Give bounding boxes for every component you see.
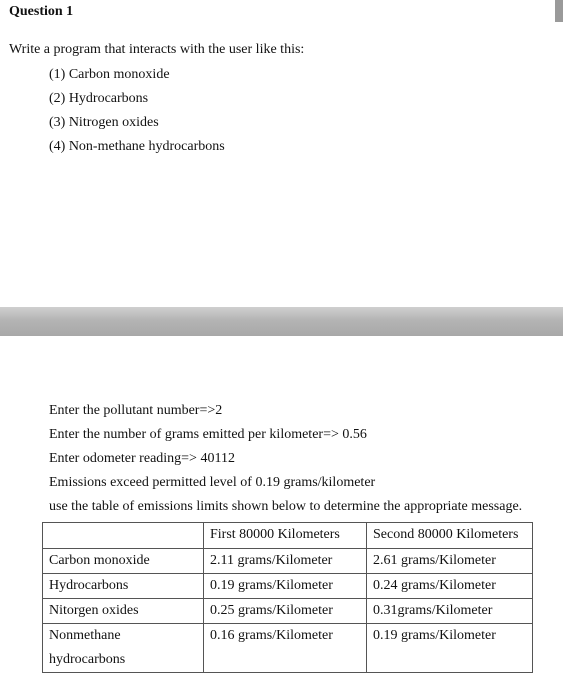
second-limit-cell: 0.24 grams/Kilometer bbox=[367, 574, 533, 599]
table-instruction: use the table of emissions limits shown below to determine the appropriate message. bbox=[49, 499, 523, 514]
odometer-prompt: Enter odometer reading=> 40112 bbox=[49, 451, 235, 466]
pollutant-cell: Nitorgen oxides bbox=[43, 599, 204, 624]
emissions-limits-table bbox=[42, 522, 533, 673]
second-limit-cell: 0.19 grams/Kilometer bbox=[367, 624, 533, 673]
pollutant-cell: Carbon monoxide bbox=[43, 549, 204, 574]
grams-emitted-prompt: Enter the number of grams emitted per kilometer=> 0.56 bbox=[49, 427, 367, 442]
table-row bbox=[43, 549, 533, 574]
menu-item-hydrocarbons: (2) Hydrocarbons bbox=[49, 91, 149, 106]
pollutant-number-prompt: Enter the pollutant number=>2 bbox=[49, 403, 223, 418]
scrollbar-thumb[interactable] bbox=[555, 0, 563, 22]
table-row bbox=[43, 624, 533, 673]
pollutant-name-line-1: Nonmethane bbox=[49, 628, 121, 643]
menu-item-carbon-monoxide: (1) Carbon monoxide bbox=[49, 67, 170, 82]
question-title: Question 1 bbox=[9, 4, 74, 19]
menu-item-non-methane-hydrocarbons: (4) Non-methane hydrocarbons bbox=[49, 139, 225, 154]
pollutant-cell: Hydrocarbons bbox=[43, 574, 204, 599]
second-limit-cell: 0.31grams/Kilometer bbox=[367, 599, 533, 624]
first-limit-cell: 0.25 grams/Kilometer bbox=[204, 599, 367, 624]
pollutant-menu-list bbox=[49, 67, 225, 163]
sample-session bbox=[49, 403, 522, 523]
page-separator bbox=[0, 307, 563, 336]
question-prompt: Write a program that interacts with the user like this: bbox=[9, 42, 305, 57]
header-empty-cell bbox=[43, 523, 204, 549]
table-row bbox=[43, 574, 533, 599]
second-limit-cell: 2.61 grams/Kilometer bbox=[367, 549, 533, 574]
result-message: Emissions exceed permitted level of 0.19 grams/kilometer bbox=[49, 475, 376, 490]
table-header-row bbox=[43, 523, 533, 549]
pollutant-cell bbox=[43, 624, 204, 673]
first-limit-cell: 0.16 grams/Kilometer bbox=[204, 624, 367, 673]
header-second-80000: Second 80000 Kilometers bbox=[367, 523, 533, 549]
pollutant-name-line-2: hydrocarbons bbox=[49, 652, 126, 667]
header-first-80000: First 80000 Kilometers bbox=[204, 523, 367, 549]
first-limit-cell: 0.19 grams/Kilometer bbox=[204, 574, 367, 599]
table-row bbox=[43, 599, 533, 624]
first-limit-cell: 2.11 grams/Kilometer bbox=[204, 549, 367, 574]
menu-item-nitrogen-oxides: (3) Nitrogen oxides bbox=[49, 115, 159, 130]
